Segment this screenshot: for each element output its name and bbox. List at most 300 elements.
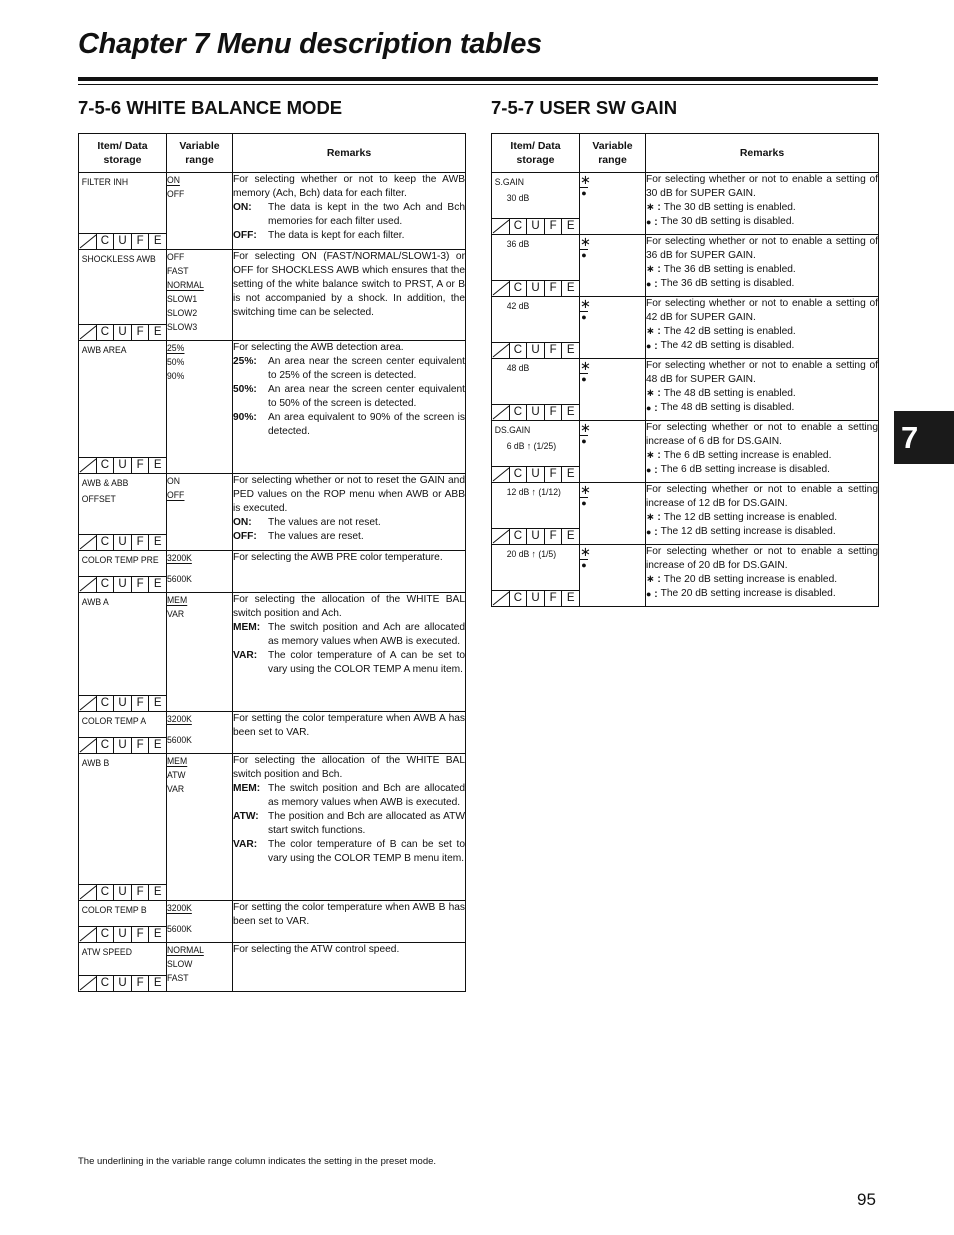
table-row <box>79 173 466 250</box>
slash-cell <box>79 325 97 340</box>
range-cell <box>167 341 233 474</box>
item-cell <box>79 943 167 992</box>
option-key: VAR: <box>233 839 258 850</box>
range-value <box>167 957 227 971</box>
star-icon: ∗ : <box>646 450 661 461</box>
remarks-description: For selecting whether or not to keep the AWB memory (Ach, Bch) data for each filter. <box>233 174 465 199</box>
remarks-cell <box>233 551 466 593</box>
slash-mark <box>79 976 97 991</box>
slash-cell <box>79 577 97 592</box>
item-setting: 6 dB ↑ (1/25) <box>506 440 557 451</box>
disabled-text: The 36 dB setting is disabled. <box>660 278 795 289</box>
storage-flag: F <box>132 696 150 711</box>
storage-flag: E <box>153 886 162 898</box>
range-value <box>167 782 227 796</box>
remarks-cell <box>646 545 879 607</box>
slash-cell <box>79 535 97 550</box>
item-name: AWB B <box>81 757 110 768</box>
preset-value: ON <box>167 174 180 185</box>
enabled-line <box>646 325 878 339</box>
storage-flag: U <box>114 577 132 592</box>
enabled-line <box>646 573 878 587</box>
slash-cell <box>79 458 97 473</box>
remarks-cell <box>233 901 466 943</box>
star-icon: ∗ <box>580 172 591 187</box>
option-key: ON: <box>233 517 252 528</box>
remarks-cell <box>233 712 466 754</box>
disabled-text: The 42 dB setting is disabled. <box>660 340 795 351</box>
item-cell <box>79 593 167 712</box>
option-value: 50% <box>167 356 185 367</box>
option-value: ON <box>167 475 180 486</box>
remarks-cell <box>233 250 466 341</box>
remarks-description: For selecting the allocation of the WHITE BAL switch position and Bch. <box>233 755 465 780</box>
remarks-description: For selecting the AWB detection area. <box>233 342 404 353</box>
option-text: The position and Bch are allocated as ATW start switch functions. <box>268 811 465 836</box>
dot-icon: ● <box>581 436 587 446</box>
enabled-line <box>646 201 878 215</box>
storage-flag: U <box>114 976 132 991</box>
remarks-cell <box>646 483 879 545</box>
item-cell <box>492 545 580 607</box>
header-item: Item/ Data storage <box>79 134 167 173</box>
range-cell <box>580 421 646 483</box>
remarks-cell <box>233 173 466 250</box>
option-key: VAR: <box>233 650 258 661</box>
storage-flag: E <box>566 530 575 542</box>
disabled-line <box>646 587 878 602</box>
star-icon: ∗ : <box>646 202 661 213</box>
remarks-cell <box>233 754 466 901</box>
range-value <box>167 768 227 782</box>
storage-flag: E <box>153 977 162 989</box>
dot-icon: ● : <box>646 403 658 414</box>
item-cell <box>492 359 580 421</box>
option-value: ATW <box>167 769 186 780</box>
preset-value: 3200K <box>167 902 192 913</box>
storage-flag: U <box>114 738 132 753</box>
disabled-text: The 30 dB setting is disabled. <box>660 216 795 227</box>
star-symbol: ∗ <box>646 512 655 523</box>
option-value: VAR <box>167 608 185 619</box>
option-key: MEM: <box>233 622 261 633</box>
table-row <box>79 754 466 901</box>
remarks-description: For setting the color temperature when AWB A has been set to VAR. <box>233 713 465 738</box>
remarks-option <box>233 201 465 229</box>
range-cell <box>167 551 233 593</box>
storage-flag: C <box>97 577 115 592</box>
range-value <box>167 733 227 747</box>
item-name: AWB A <box>81 596 109 607</box>
chapter-side-tab: 7 <box>894 411 954 464</box>
storage-flag: C <box>510 591 528 606</box>
storage-flag: F <box>545 529 563 544</box>
table-row <box>79 551 466 593</box>
star-symbol: ∗ <box>646 388 655 399</box>
dot-icon: ● <box>581 498 587 508</box>
user-sw-gain-table <box>491 133 879 607</box>
range-value <box>167 173 227 187</box>
storage-flag: F <box>132 234 150 249</box>
option-key: MEM: <box>233 783 261 794</box>
storage-flag: C <box>510 405 528 420</box>
table-row <box>79 593 466 712</box>
range-cell <box>580 173 646 235</box>
star-symbol: ∗ <box>646 450 655 461</box>
range-value <box>167 306 227 320</box>
item-name: AWB & ABB <box>81 477 129 488</box>
slash-cell <box>492 467 510 482</box>
star-symbol: ∗ <box>646 264 655 275</box>
option-text: The data is kept in the two Ach and Bch memories for each filter used. <box>268 202 465 227</box>
storage-flag: E <box>153 235 162 247</box>
option-value: SLOW3 <box>167 321 198 332</box>
table-row <box>492 545 879 607</box>
storage-flag: U <box>114 696 132 711</box>
item-setting: 36 dB <box>506 238 530 249</box>
storage-flag: F <box>132 325 150 340</box>
remarks-description: For selecting whether or not to enable a setting increase of 12 dB for DS.GAIN. <box>646 484 878 509</box>
storage-flag: F <box>132 738 150 753</box>
storage-flag: C <box>97 927 115 942</box>
disabled-line <box>646 525 878 540</box>
slash-mark <box>79 927 97 942</box>
storage-flag: U <box>527 591 545 606</box>
option-key: OFF: <box>233 230 257 241</box>
storage-flag: U <box>527 467 545 482</box>
section-title-user-sw-gain: 7-5-7 USER SW GAIN <box>491 97 678 118</box>
storage-flag: U <box>114 458 132 473</box>
range-cell <box>580 297 646 359</box>
range-cell <box>167 712 233 754</box>
slash-cell <box>492 219 510 234</box>
dot-icon: ● : <box>646 589 658 600</box>
enabled-text: The 48 dB setting is enabled. <box>663 388 796 399</box>
range-cell <box>580 545 646 607</box>
storage-flag: U <box>527 219 545 234</box>
slash-mark <box>79 885 97 900</box>
remarks-cell <box>646 235 879 297</box>
remarks-option <box>233 621 465 649</box>
remarks-option <box>233 810 465 838</box>
range-value <box>167 488 227 502</box>
remarks-cell <box>646 359 879 421</box>
item-setting: 48 dB <box>506 362 530 373</box>
storage-flag: E <box>153 928 162 940</box>
remarks-description: For selecting whether or not to enable a setting increase of 6 dB for DS.GAIN. <box>646 422 878 447</box>
storage-flag: C <box>510 467 528 482</box>
storage-flag: F <box>545 281 563 296</box>
slash-cell <box>79 696 97 711</box>
option-value: FAST <box>167 265 189 276</box>
data-storage-flags <box>79 695 166 711</box>
storage-flag: C <box>97 738 115 753</box>
dot-symbol: ● <box>646 589 652 599</box>
disabled-text: The 6 dB setting increase is disabled. <box>660 464 830 475</box>
range-value <box>167 278 227 292</box>
remarks-option <box>233 516 465 530</box>
item-cell <box>492 421 580 483</box>
range-value <box>167 607 227 621</box>
data-storage-flags <box>79 884 166 900</box>
star-icon: ∗ <box>580 296 591 311</box>
star-symbol: ∗ <box>646 202 655 213</box>
table-row <box>79 341 466 474</box>
item-cell <box>79 250 167 341</box>
storage-flag: U <box>114 535 132 550</box>
enabled-text: The 20 dB setting increase is enabled. <box>663 574 838 585</box>
enabled-text: The 6 dB setting increase is enabled. <box>663 450 832 461</box>
remarks-option <box>233 530 465 544</box>
storage-flag: E <box>566 344 575 356</box>
option-value: OFF <box>167 188 185 199</box>
data-storage-flags <box>492 466 579 482</box>
data-storage-flags <box>79 534 166 550</box>
storage-flag: U <box>114 927 132 942</box>
dot-icon: ● : <box>646 527 658 538</box>
table-row <box>492 173 879 235</box>
slash-mark <box>492 467 510 482</box>
option-value: SLOW2 <box>167 307 198 318</box>
item-name: FILTER INH <box>81 176 129 187</box>
range-cell <box>167 754 233 901</box>
table-row <box>492 235 879 297</box>
dot-icon: ● <box>581 250 587 260</box>
chapter-title: Chapter 7 Menu description tables <box>78 28 542 60</box>
slash-mark <box>492 343 510 358</box>
item-cell <box>79 551 167 593</box>
range-value <box>167 369 227 383</box>
storage-flag: C <box>510 219 528 234</box>
slash-mark <box>492 219 510 234</box>
table-row <box>492 359 879 421</box>
remarks-cell <box>646 421 879 483</box>
dot-icon: ● : <box>646 279 658 290</box>
star-icon: ∗ : <box>646 388 661 399</box>
item-cell <box>79 173 167 250</box>
option-text: The values are not reset. <box>268 517 381 528</box>
preset-value: 3200K <box>167 552 192 563</box>
storage-flag: U <box>527 281 545 296</box>
data-storage-flags <box>79 926 166 942</box>
range-cell <box>580 359 646 421</box>
table-row <box>79 250 466 341</box>
storage-flag: E <box>153 697 162 709</box>
option-text: An area near the screen center equivalent to 50% of the screen is detected. <box>268 384 465 409</box>
slash-mark <box>79 696 97 711</box>
table-row <box>79 943 466 992</box>
remarks-cell <box>233 341 466 474</box>
header-remarks: Remarks <box>233 134 466 173</box>
disabled-line <box>646 277 878 292</box>
star-icon: ∗ <box>580 482 591 497</box>
item-cell <box>79 901 167 943</box>
star-icon: ∗ : <box>646 326 661 337</box>
item-name: AWB AREA <box>81 344 127 355</box>
remarks-cell <box>233 474 466 551</box>
star-icon: ∗ <box>580 544 591 559</box>
storage-flag: U <box>114 325 132 340</box>
disabled-line <box>646 215 878 230</box>
dot-icon: ● <box>581 560 587 570</box>
item-name: DS.GAIN <box>494 424 531 435</box>
header-remarks: Remarks <box>646 134 879 173</box>
slash-mark <box>79 325 97 340</box>
enabled-line <box>646 263 878 277</box>
preset-value: NORMAL <box>167 279 204 290</box>
range-value <box>167 901 227 915</box>
dot-symbol: ● <box>646 217 652 227</box>
data-storage-flags <box>492 342 579 358</box>
option-value: FAST <box>167 972 189 983</box>
table-row <box>79 901 466 943</box>
storage-flag: C <box>510 343 528 358</box>
title-rule-thick <box>78 77 878 81</box>
item-setting: 12 dB ↑ (1/12) <box>506 486 561 497</box>
dot-symbol: ● <box>646 403 652 413</box>
storage-flag: F <box>132 577 150 592</box>
storage-flag: U <box>527 405 545 420</box>
star-icon: ∗ : <box>646 574 661 585</box>
storage-flag: F <box>132 535 150 550</box>
star-icon: ∗ : <box>646 512 661 523</box>
star-icon: ∗ <box>580 420 591 435</box>
header-range: Variable range <box>167 134 233 173</box>
disabled-line <box>646 401 878 416</box>
item-cell <box>492 297 580 359</box>
data-storage-flags <box>79 457 166 473</box>
option-key: 50%: <box>233 384 257 395</box>
slash-cell <box>492 529 510 544</box>
option-value: 5600K <box>167 734 192 745</box>
data-storage-flags <box>79 324 166 340</box>
storage-flag: F <box>545 467 563 482</box>
option-text: The switch position and Ach are allocated as memory values when AWB is executed. <box>268 622 465 647</box>
remarks-description: For selecting the AWB PRE color temperature. <box>233 552 443 563</box>
option-text: An area equivalent to 90% of the screen is detected. <box>268 412 465 437</box>
item-setting: 20 dB ↑ (1/5) <box>506 548 557 559</box>
slash-mark <box>79 738 97 753</box>
star-icon: ∗ : <box>646 264 661 275</box>
slash-cell <box>492 281 510 296</box>
range-value <box>167 264 227 278</box>
remarks-option <box>233 355 465 383</box>
item-cell <box>79 712 167 754</box>
option-value: OFF <box>167 251 185 262</box>
remarks-description: For selecting whether or not to enable a setting of 30 dB for SUPER GAIN. <box>646 174 878 199</box>
range-value <box>167 712 227 726</box>
data-storage-flags <box>492 404 579 420</box>
storage-flag: F <box>132 927 150 942</box>
range-cell <box>167 173 233 250</box>
dot-icon: ● : <box>646 341 658 352</box>
storage-flag: E <box>566 282 575 294</box>
table-row <box>79 712 466 754</box>
range-value <box>167 474 227 488</box>
remarks-option <box>233 782 465 810</box>
enabled-text: The 30 dB setting is enabled. <box>663 202 796 213</box>
dot-symbol: ● <box>646 527 652 537</box>
item-cell <box>492 235 580 297</box>
dot-icon: ● : <box>646 217 658 228</box>
disabled-text: The 12 dB setting increase is disabled. <box>660 526 836 537</box>
remarks-description: For selecting the allocation of the WHITE BAL switch position and Ach. <box>233 594 465 619</box>
header-item: Item/ Data storage <box>492 134 580 173</box>
item-name: COLOR TEMP PRE <box>81 554 159 565</box>
dot-icon: ● : <box>646 465 658 476</box>
remarks-option <box>233 649 465 677</box>
range-value <box>167 943 227 957</box>
dot-icon: ● <box>581 312 587 322</box>
remarks-description: For selecting whether or not to enable a setting of 36 dB for SUPER GAIN. <box>646 236 878 261</box>
slash-mark <box>492 281 510 296</box>
header-range: Variable range <box>580 134 646 173</box>
slash-cell <box>79 976 97 991</box>
range-value <box>167 320 227 334</box>
range-value <box>167 292 227 306</box>
slash-cell <box>79 927 97 942</box>
range-cell <box>167 593 233 712</box>
remarks-cell <box>646 297 879 359</box>
item-cell <box>492 483 580 545</box>
page-number: 95 <box>857 1190 876 1209</box>
storage-flag: C <box>510 529 528 544</box>
disabled-text: The 20 dB setting increase is disabled. <box>660 588 836 599</box>
range-value <box>167 355 227 369</box>
section-title-white-balance: 7-5-6 WHITE BALANCE MODE <box>78 97 343 118</box>
slash-cell <box>492 405 510 420</box>
storage-flag: E <box>153 459 162 471</box>
white-balance-table <box>78 133 466 992</box>
remarks-description: For setting the color temperature when AWB B has been set to VAR. <box>233 902 465 927</box>
data-storage-flags <box>492 590 579 606</box>
table-row <box>492 483 879 545</box>
storage-flag: U <box>527 343 545 358</box>
storage-flag: F <box>545 591 563 606</box>
slash-cell <box>79 885 97 900</box>
remarks-option <box>233 411 465 439</box>
range-cell <box>167 943 233 992</box>
item-name: ATW SPEED <box>81 946 132 957</box>
item-cell <box>79 341 167 474</box>
data-storage-flags <box>79 233 166 249</box>
remarks-description: For selecting ON (FAST/NORMAL/SLOW1-3) or OFF for SHOCKLESS AWB which ensures that the setting of the white balance switch to PRST, A or B is not accompanied by a shock. In addition, the switching time can be selected. <box>233 251 465 318</box>
range-value <box>167 971 227 985</box>
remarks-option <box>233 838 465 866</box>
option-text: The data is kept for each filter. <box>268 230 405 241</box>
range-cell <box>580 235 646 297</box>
disabled-text: The 48 dB setting is disabled. <box>660 402 795 413</box>
preset-value: OFF <box>167 489 185 500</box>
data-storage-flags <box>492 528 579 544</box>
remarks-description: For selecting the ATW control speed. <box>233 944 400 955</box>
option-key: 90%: <box>233 412 257 423</box>
option-text: An area near the screen center equivalent to 25% of the screen is detected. <box>268 356 465 381</box>
option-value: SLOW <box>167 958 193 969</box>
range-value <box>167 754 227 768</box>
item-name: S.GAIN <box>494 176 524 187</box>
item-name: SHOCKLESS AWB <box>81 253 156 264</box>
preset-value: MEM <box>167 594 188 605</box>
storage-flag: U <box>527 529 545 544</box>
enabled-text: The 12 dB setting increase is enabled. <box>663 512 838 523</box>
storage-flag: C <box>97 696 115 711</box>
range-cell <box>167 250 233 341</box>
storage-flag: F <box>132 976 150 991</box>
storage-flag: U <box>114 234 132 249</box>
storage-flag: E <box>153 326 162 338</box>
range-value <box>167 250 227 264</box>
